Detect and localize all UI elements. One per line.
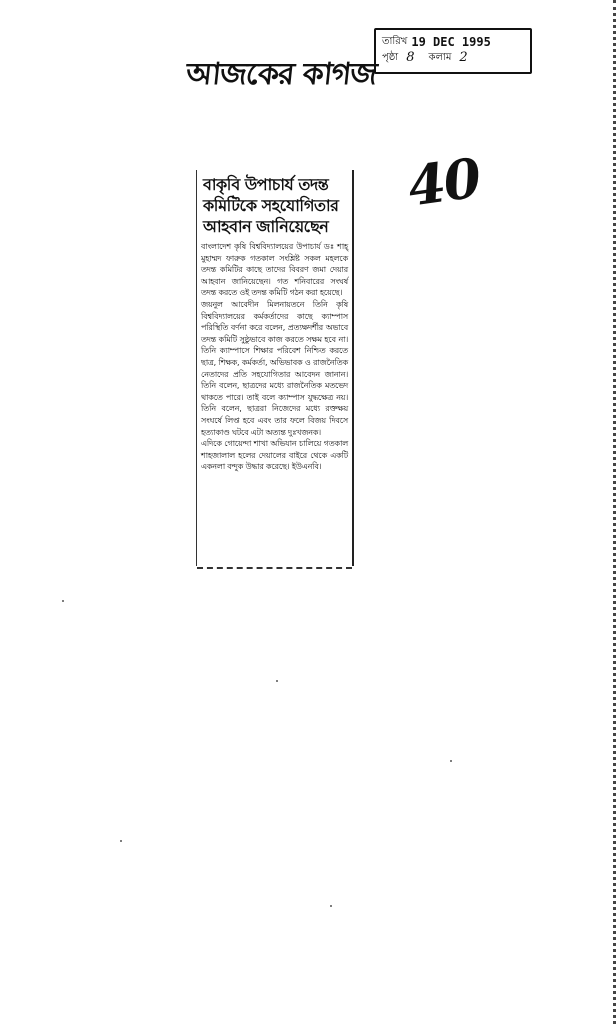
stamp-column-value: 2 — [459, 50, 468, 65]
stamp-page-row — [382, 50, 524, 66]
article-body: বাংলাদেশ কৃষি বিশ্ববিদ্যালয়ের উপাচার্য ডঃ শাহ্ মুহাম্মদ ফারুক গতকাল সংশ্লিষ্ট সকল মহলকে তদন্ত কমিটির কাছে তাদের বিবরণ জমা দেয়ার আহবান জানিয়েছেন। গত শনিবারের সংঘর্ষ তদন্ত করতে ওই তদন্ত কমিটি গঠন করা হয়েছে। জয়নুল আবেদীন মিলনায়তনে তিনি কৃষি বিশ্ববিদ্যালয়ের কর্মকর্তাদের কাছে ক্যাম্পাস পরিস্থিতি বর্ণনা করে বলেন, প্রত্যক্ষদর্শীর অভাবে তদন্ত কমিটি সুষ্ঠুভাবে কাজ করতে সক্ষম হবে না। তিনি ক্যাম্পাসে শিক্ষার পরিবেশ নিশ্চিত করতে ছাত্র, শিক্ষক, কর্মকর্তা, অভিভাবক ও রাজনৈতিক নেতাদের প্রতি সহযোগিতার আবেদন জানান। তিনি বলেন, ছাত্রদের মধ্যে রাজনৈতিক মতভেদ থাকতে পারে। তাই বলে ক্যাম্পাস যুদ্ধক্ষেত্র নয়। তিনি বলেন, ছাত্ররা নিজেদের মধ্যে রক্তক্ষয় সংঘর্ষে লিপ্ত হবে এবং তার ফলে বিজয় দিবসে হত্যাকাণ্ড ঘটবে এটা অত্যন্ত দুঃখজনক। এদিকে গোয়েন্দা শাখা অভিযান চালিয়ে গতকাল শাহজালাল হলের দেয়ালের বাইরে থেকে একটি একনলা বন্দুক উদ্ধার করেছে। ইউএনবি। — [201, 242, 348, 472]
stamp-date-row — [382, 34, 524, 50]
article-headline — [203, 174, 348, 237]
handwritten-page-number: 40 — [403, 145, 484, 219]
scan-speck — [62, 600, 64, 602]
scan-speck — [450, 760, 452, 762]
stamp-column-label: কলাম — [428, 52, 452, 63]
torn-edge — [197, 559, 352, 569]
scan-speck — [276, 680, 278, 682]
scan-speck — [120, 840, 122, 842]
stamp-page-label: পৃষ্ঠা — [382, 52, 399, 63]
stamp-date-label: তারিখ — [382, 36, 408, 47]
clipping-stamp — [374, 28, 532, 74]
scan-speck — [330, 905, 332, 907]
scan-right-edge — [594, 0, 616, 1024]
newspaper-masthead: আজকের কাগজ — [184, 57, 378, 92]
headline-line: বাকৃবি উপাচার্য তদন্ত — [203, 175, 329, 194]
stamp-date-value: 19 DEC 1995 — [411, 35, 491, 49]
stamp-page-value: 8 — [406, 50, 415, 65]
headline-line: কমিটিকে সহযোগিতার — [203, 196, 339, 215]
article-clipping — [196, 170, 354, 566]
headline-line: আহবান জানিয়েছেন — [203, 217, 329, 236]
